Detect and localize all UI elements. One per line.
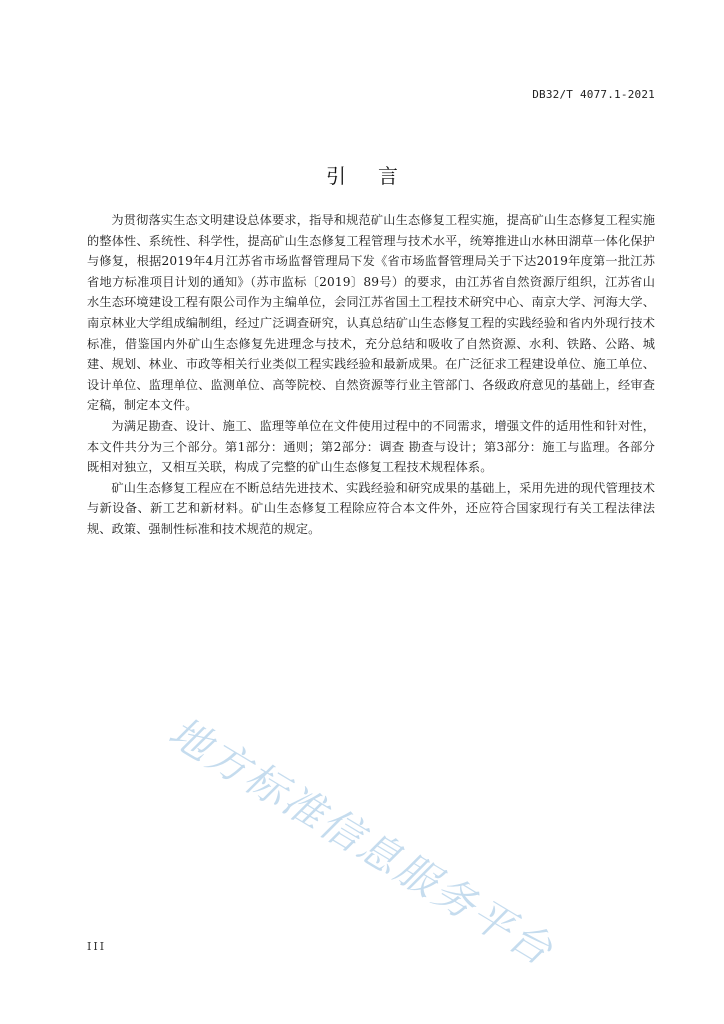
paragraph: 为满足勘查、设计、施工、监理等单位在文件使用过程中的不同需求，增强文件的适用性和针对性，本文件共分为三个部分。第1部分：通则；第2部分：调查 勘查与设计；第3部分：施工与监理。各部分既相对独立，又相互关联，构成了完整的矿山生态修复工程技术规程体系。 xyxy=(87,418,655,475)
document-code: DB32/T 4077.1-2021 xyxy=(532,88,655,101)
page-title: 引言 xyxy=(326,164,430,188)
introduction-body xyxy=(87,210,655,540)
watermark: 地方标准信息服务平台 xyxy=(160,707,563,976)
paragraph: 矿山生态修复工程应在不断总结先进技术、实践经验和研究成果的基础上，采用先进的现代管理技术与新设备、新工艺和新材料。矿山生态修复工程除应符合本文件外，还应符合国家现行有关工程法律法规、政策、强制性标准和技术规范的规定。 xyxy=(87,480,655,536)
page-number: III xyxy=(87,940,107,953)
paragraph: 为贯彻落实生态文明建设总体要求，指导和规范矿山生态修复工程实施，提高矿山生态修复工程实施的整体性、系统性、科学性，提高矿山生态修复工程管理与技术水平，统筹推进山水林田湖草一体化保护与修复，根据2019年4月江苏省市场监督管理局下发《省市场监督管理局关于下达2019年度第一批江苏省地方标准项目计划的通知》（苏市监标〔2019〕89号）的要求，由江苏省自然资源厅组织，江苏省山水生态环境建设工程有限公司作为主编单位，会同江苏省国土工程技术研究中心、南京大学、河海大学、南京林业大学组成编制组，经过广泛调查研究，认真总结矿山生态修复工程的实践经验和省内外现行技术标准，借鉴国内外矿山生态修复先进理念与技术，充分总结和吸收了自然资源、水利、铁路、公路、城建、规划、林业、市政等相关行业类似工程实践经验和最新成果。在广泛征求工程建设单位、施工单位、设计单位、监理单位、监测单位、高等院校、自然资源等行业主管部门、各级政府意见的基础上，经审查定稿，制定本文件。 xyxy=(87,213,655,413)
